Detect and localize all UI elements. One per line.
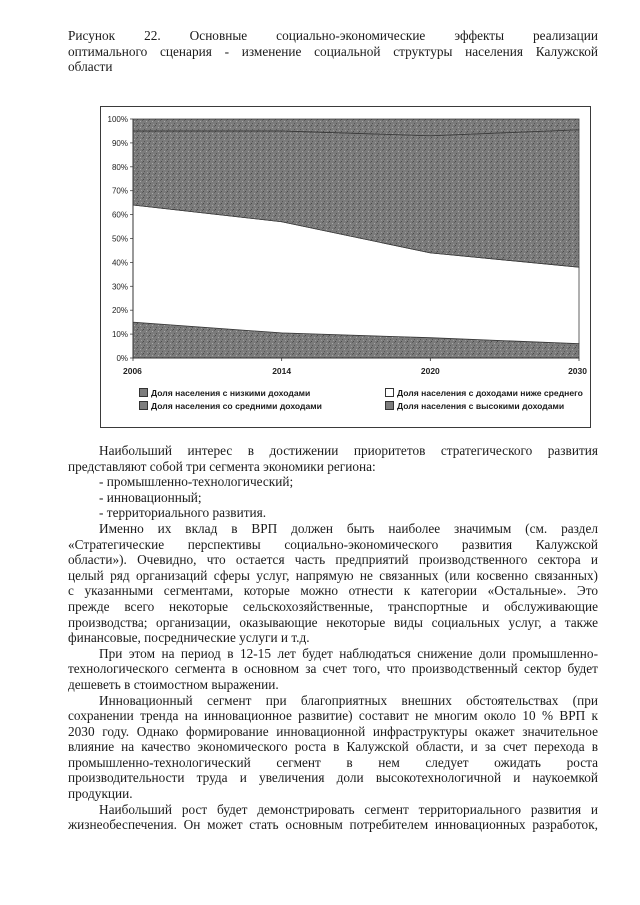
x-tick-label: 2020 <box>420 366 440 376</box>
paragraph-line: области»). Очевидно, что остается часть предприятий производственного сектора и <box>68 552 598 568</box>
paragraph-line: Инновационный сегмент при благоприятных внешних обстоятельствах (при <box>99 692 598 708</box>
x-tick-label: 2030 <box>568 366 587 376</box>
legend-item-low-income <box>139 387 310 400</box>
legend-swatch <box>385 388 394 397</box>
legend-label: Доля населения с высокими доходами <box>397 401 565 411</box>
paragraph-line: прежде всего некоторые сельскохозяйственные, транспортные и обслуживающие <box>68 598 598 614</box>
caption-line: оптимального сценария - изменение социальной структуры населения Калужской <box>68 43 598 59</box>
paragraph-line: финансовые, посреднические услуги и т.д. <box>68 630 310 646</box>
legend-item-below-average <box>385 387 583 400</box>
legend-item-middle-income <box>139 400 322 413</box>
paragraph-line: Именно их вклад в ВРП должен быть наиболее значимым (см. раздел <box>99 520 598 536</box>
x-tick-label: 2014 <box>272 366 292 376</box>
legend-swatch <box>139 401 148 410</box>
paragraph-line: производительности труда и увеличения доли высокотехнологичной и наукоемкой <box>68 770 598 786</box>
paragraph-line: Наибольший интерес в достижении приоритетов стратегического развития <box>99 443 598 458</box>
y-tick-label: 60% <box>111 210 128 220</box>
paragraph-line: представляют собой три сегмента экономики региона: <box>68 458 376 474</box>
legend-swatch <box>139 388 148 397</box>
y-tick-label: 80% <box>111 162 128 172</box>
y-tick-label: 30% <box>111 282 128 292</box>
paragraph-line: 2030 году. Однако формирование инновационной инфраструктуры окажет значительное <box>68 723 598 739</box>
y-tick-label: 40% <box>111 258 128 268</box>
paragraph-line: производства; организации, оказывающие некоторые виды социальных услуг, а также <box>68 614 598 630</box>
chart-canvas <box>101 107 590 427</box>
paragraph-line: При этом на период в 12-15 лет будет наблюдаться снижение доли промышленно- <box>99 645 598 661</box>
legend-swatch <box>385 401 394 410</box>
y-tick-label: 10% <box>111 330 128 340</box>
list-item: - территориального развития. <box>99 505 267 521</box>
stacked-area-chart <box>100 106 591 428</box>
paragraph-line: жизнеобеспечения. Он может стать основным потребителем инновационных разработок, <box>68 817 598 833</box>
paragraph-line: промышленно-технологический сегмент в нем следует ожидать роста <box>68 754 598 770</box>
y-tick-label: 70% <box>111 186 128 196</box>
x-tick-label: 2006 <box>123 366 142 376</box>
paragraph-line: дешеветь в стоимостном выражении. <box>68 676 279 692</box>
paragraph-line: влияние на качество экономического роста в Калужской области, и за счет перехода в <box>68 739 598 755</box>
list-item: - промышленно-технологический; <box>99 474 294 490</box>
legend-label: Доля населения с низкими доходами <box>151 388 311 398</box>
paragraph-line: продукции. <box>68 786 133 802</box>
legend-label: Доля населения со средними доходами <box>151 401 322 411</box>
paragraph-line: технологического сегмента в основном за счет того, что производственный сектор будет <box>68 661 598 677</box>
paragraph-line: с указанными сегментами, которые можно отнести к категории «Остальные». Это <box>68 583 598 599</box>
caption-line: области <box>68 59 113 74</box>
y-tick-label: 0% <box>116 354 128 363</box>
paragraph-line: Наибольший рост будет демонстрировать сегмент территориального развития и <box>99 801 598 817</box>
paragraph-line: целый ряд организаций сферы услуг, напрямую не связанных (или косвенно связанных) <box>68 567 598 583</box>
body-text <box>68 443 598 833</box>
y-tick-label: 50% <box>111 234 128 244</box>
paragraph-line: «Стратегические перспективы социально-экономического развития Калужской <box>68 536 598 552</box>
figure-caption <box>68 28 598 75</box>
list-item: - инновационный; <box>99 489 202 505</box>
y-tick-label: 20% <box>111 306 128 316</box>
legend-label: Доля населения с доходами ниже среднего <box>397 388 583 398</box>
y-tick-label: 90% <box>111 138 128 148</box>
y-tick-label: 100% <box>107 115 128 124</box>
paragraph-line: сохранении тренда на инновационное развитие) составит не многим около 10 % ВРП к <box>68 708 598 724</box>
legend-item-high-income <box>385 400 564 413</box>
caption-line: Рисунок 22. Основные социально-экономические эффекты реализации <box>68 28 598 43</box>
